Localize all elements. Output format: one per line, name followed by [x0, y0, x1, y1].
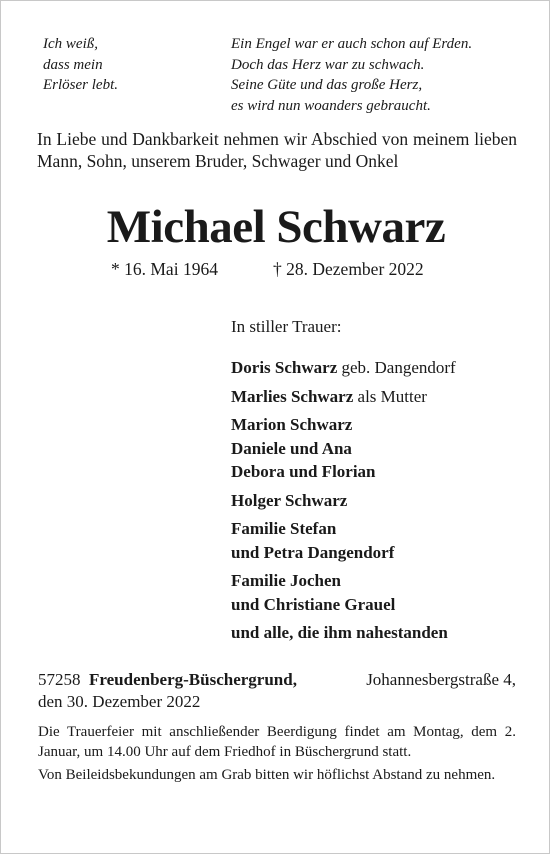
mourner-name: Familie Stefan: [231, 519, 337, 538]
mourning-title: In stiller Trauer:: [231, 317, 342, 336]
mourner-line: [231, 593, 456, 617]
zip-code: 57258: [38, 670, 81, 689]
verse-line: dass mein: [43, 56, 103, 73]
verse-right: [231, 34, 472, 116]
mourner-name: und alle, die ihm nahestanden: [231, 623, 448, 642]
mourner-name: Marion Schwarz: [231, 415, 353, 434]
verse-line: Seine Güte und das große Herz,: [231, 77, 423, 93]
verse-left: [43, 34, 118, 96]
mourner-group: [231, 385, 456, 409]
mourner-group: [231, 356, 456, 380]
mourner-group: [231, 413, 456, 484]
mourners-list: [231, 356, 456, 650]
mourner-name: Debora und Florian: [231, 462, 376, 481]
mourner-line: [231, 356, 456, 380]
mourner-line: [231, 541, 456, 565]
mourner-name: Doris Schwarz: [231, 358, 338, 377]
mourner-note: als Mutter: [353, 386, 427, 406]
condolence-request: Von Beileidsbekundungen am Grab bitten wir höflichst Abstand zu nehmen.: [38, 767, 496, 784]
mourner-note: geb. Dangendorf: [337, 358, 456, 377]
verse-line: Ein Engel war er auch schon auf Erden.: [231, 36, 473, 52]
mourner-name: und Petra Dangendorf: [231, 542, 395, 562]
mourner-name: und Christiane Grauel: [231, 594, 396, 614]
deceased-name: Michael Schwarz: [106, 201, 446, 253]
mourner-group: [231, 569, 456, 616]
mourner-group: [231, 517, 456, 564]
verse-line: Ich weiß,: [43, 36, 98, 52]
mourner-line: [231, 385, 456, 409]
zip-city: [38, 669, 297, 691]
mourner-group: [231, 621, 456, 645]
mourner-line: [231, 489, 456, 513]
mourner-line: [231, 460, 456, 484]
verse-line: es wird nun woanders gebraucht.: [231, 97, 431, 114]
mourner-line: [231, 413, 456, 437]
address-block: [38, 669, 516, 713]
mourner-name: Daniele und Ana: [231, 438, 352, 458]
verse-line: Doch das Herz war zu schwach.: [231, 56, 425, 73]
mourner-group: [231, 489, 456, 513]
street: Johannesbergstraße 4,: [366, 670, 516, 689]
address-date: den 30. Dezember 2022: [38, 692, 201, 711]
notice-text: [38, 723, 516, 786]
intro-text: In Liebe und Dankbarkeit nehmen wir Abschied von meinem lieben Mann, Sohn, unserem Bruder, Schwager und Onkel: [37, 129, 517, 171]
birth-date: * 16. Mai 1964: [111, 259, 218, 279]
city: Freudenberg-Büschergrund,: [89, 670, 297, 689]
mourner-name: Marlies Schwarz: [231, 386, 354, 406]
address-line: [38, 669, 516, 691]
mourner-line: [231, 569, 456, 593]
mourner-name: Holger Schwarz: [231, 490, 348, 510]
death-date: † 28. Dezember 2022: [273, 259, 424, 279]
mourner-line: [231, 437, 456, 461]
mourner-line: [231, 517, 456, 541]
mourner-name: Familie Jochen: [231, 571, 342, 590]
funeral-info: Die Trauerfeier mit anschließender Beerdigung findet am Montag, dem 2. Januar, um 14.00 Uhr auf dem Friedhof in Büschergrund statt.: [38, 724, 516, 760]
mourner-line: [231, 621, 456, 645]
verse-line: Erlöser lebt.: [43, 77, 118, 93]
